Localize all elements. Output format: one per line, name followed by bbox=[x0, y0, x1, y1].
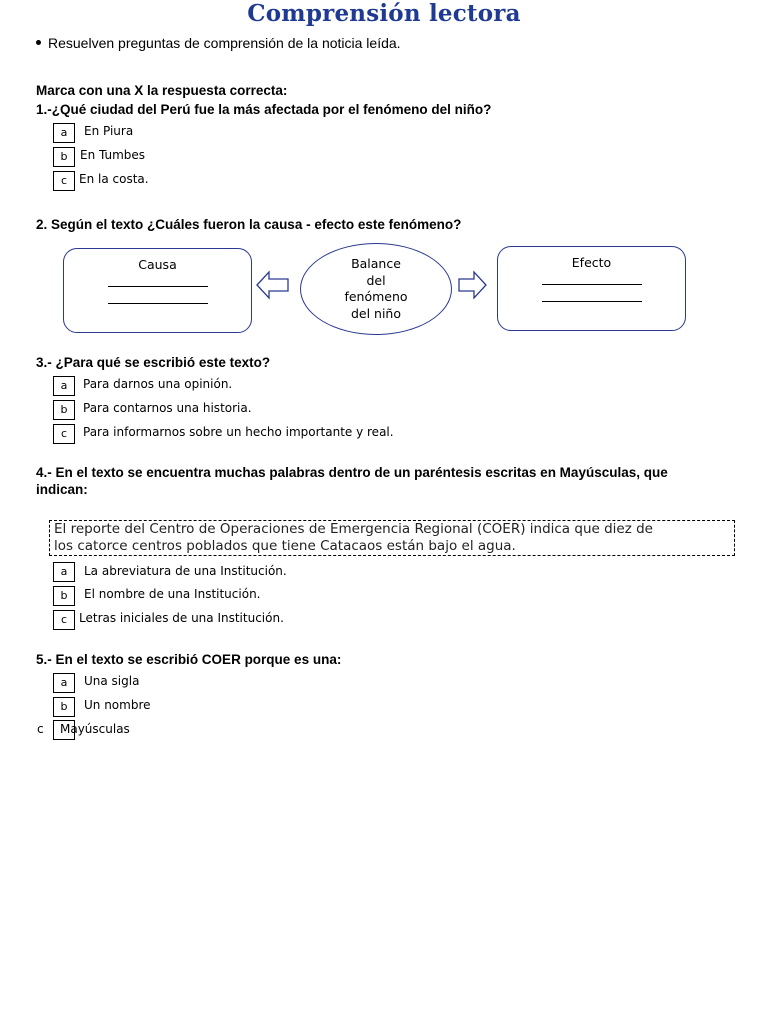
q3-option-b-text: Para contarnos una historia. bbox=[83, 401, 252, 415]
quote-line-1: El reporte del Centro de Operaciones de Emergencia Regional (COER) indica que diez de bbox=[54, 521, 653, 537]
q4-option-c-box[interactable]: c bbox=[53, 610, 75, 630]
effect-blank-1[interactable] bbox=[542, 270, 642, 285]
question-5: 5.- En el texto se escribió COER porque es una: bbox=[36, 652, 342, 667]
bullet-text: Resuelven preguntas de comprensión de la noticia leída. bbox=[48, 35, 401, 51]
question-3: 3.- ¿Para qué se escribió este texto? bbox=[36, 355, 271, 370]
q5-option-c-text: Mayúsculas bbox=[60, 722, 130, 736]
q4-option-b-box[interactable]: b bbox=[53, 586, 75, 606]
q5-option-a-box[interactable]: a bbox=[53, 673, 75, 693]
q3-option-b-box[interactable]: b bbox=[53, 400, 75, 420]
q3-option-a-box[interactable]: a bbox=[53, 376, 75, 396]
question-4-line-2: indican: bbox=[36, 482, 88, 497]
quote-line-2: los catorce centros poblados que tiene Catacaos están bajo el agua. bbox=[54, 538, 516, 554]
q4-option-a-box[interactable]: a bbox=[53, 562, 75, 582]
question-1: 1.-¿Qué ciudad del Perú fue la más afectada por el fenómeno del niño? bbox=[36, 102, 492, 117]
q4-option-c-text: Letras iniciales de una Institución. bbox=[79, 611, 284, 625]
q1-option-c-text: En la costa. bbox=[79, 172, 149, 186]
q3-option-a-text: Para darnos una opinión. bbox=[83, 377, 233, 391]
q1-option-a-box[interactable]: a bbox=[53, 123, 75, 143]
cause-label: Causa bbox=[138, 257, 177, 272]
q4-option-a-text: La abreviatura de una Institución. bbox=[84, 564, 287, 578]
arrow-right-icon bbox=[458, 270, 488, 300]
question-2: 2. Según el texto ¿Cuáles fueron la causa - efecto este fenómeno? bbox=[36, 217, 462, 232]
q5-option-c-letter: c bbox=[37, 722, 44, 736]
q5-option-b-box[interactable]: b bbox=[53, 697, 75, 717]
effect-label: Efecto bbox=[571, 255, 612, 270]
q3-option-c-text: Para informarnos sobre un hecho importante y real. bbox=[83, 425, 394, 439]
center-line-2: del bbox=[366, 272, 386, 288]
quote-box bbox=[49, 520, 735, 556]
instruction: Marca con una X la respuesta correcta: bbox=[36, 83, 288, 98]
q5-option-a-text: Una sigla bbox=[84, 674, 140, 688]
bullet-dot-icon bbox=[36, 40, 41, 45]
q4-option-b-text: El nombre de una Institución. bbox=[84, 587, 261, 601]
effect-blank-2[interactable] bbox=[542, 285, 642, 302]
bullet-line bbox=[36, 35, 401, 51]
q1-option-b-text: En Tumbes bbox=[80, 148, 146, 162]
q1-option-c-box[interactable]: c bbox=[53, 171, 75, 191]
q1-option-a-text: En Piura bbox=[84, 124, 134, 138]
q5-option-b-text: Un nombre bbox=[84, 698, 151, 712]
q3-option-c-box[interactable]: c bbox=[53, 424, 75, 444]
center-line-3: fenómeno bbox=[344, 289, 408, 304]
center-line-4: del niño bbox=[350, 305, 402, 321]
cause-blank-2[interactable] bbox=[108, 287, 208, 304]
q1-option-b-box[interactable]: b bbox=[53, 147, 75, 167]
effect-box bbox=[497, 246, 686, 331]
cause-blank-1[interactable] bbox=[108, 272, 208, 287]
cause-box bbox=[63, 248, 252, 333]
page-title: Comprensión lectora bbox=[247, 0, 521, 27]
center-line-1: Balance bbox=[351, 256, 401, 271]
question-4-line-1: 4.- En el texto se encuentra muchas palabras dentro de un paréntesis escritas en Mayúsculas, que bbox=[36, 465, 668, 480]
center-ellipse bbox=[300, 243, 452, 335]
arrow-left-icon bbox=[256, 270, 290, 300]
